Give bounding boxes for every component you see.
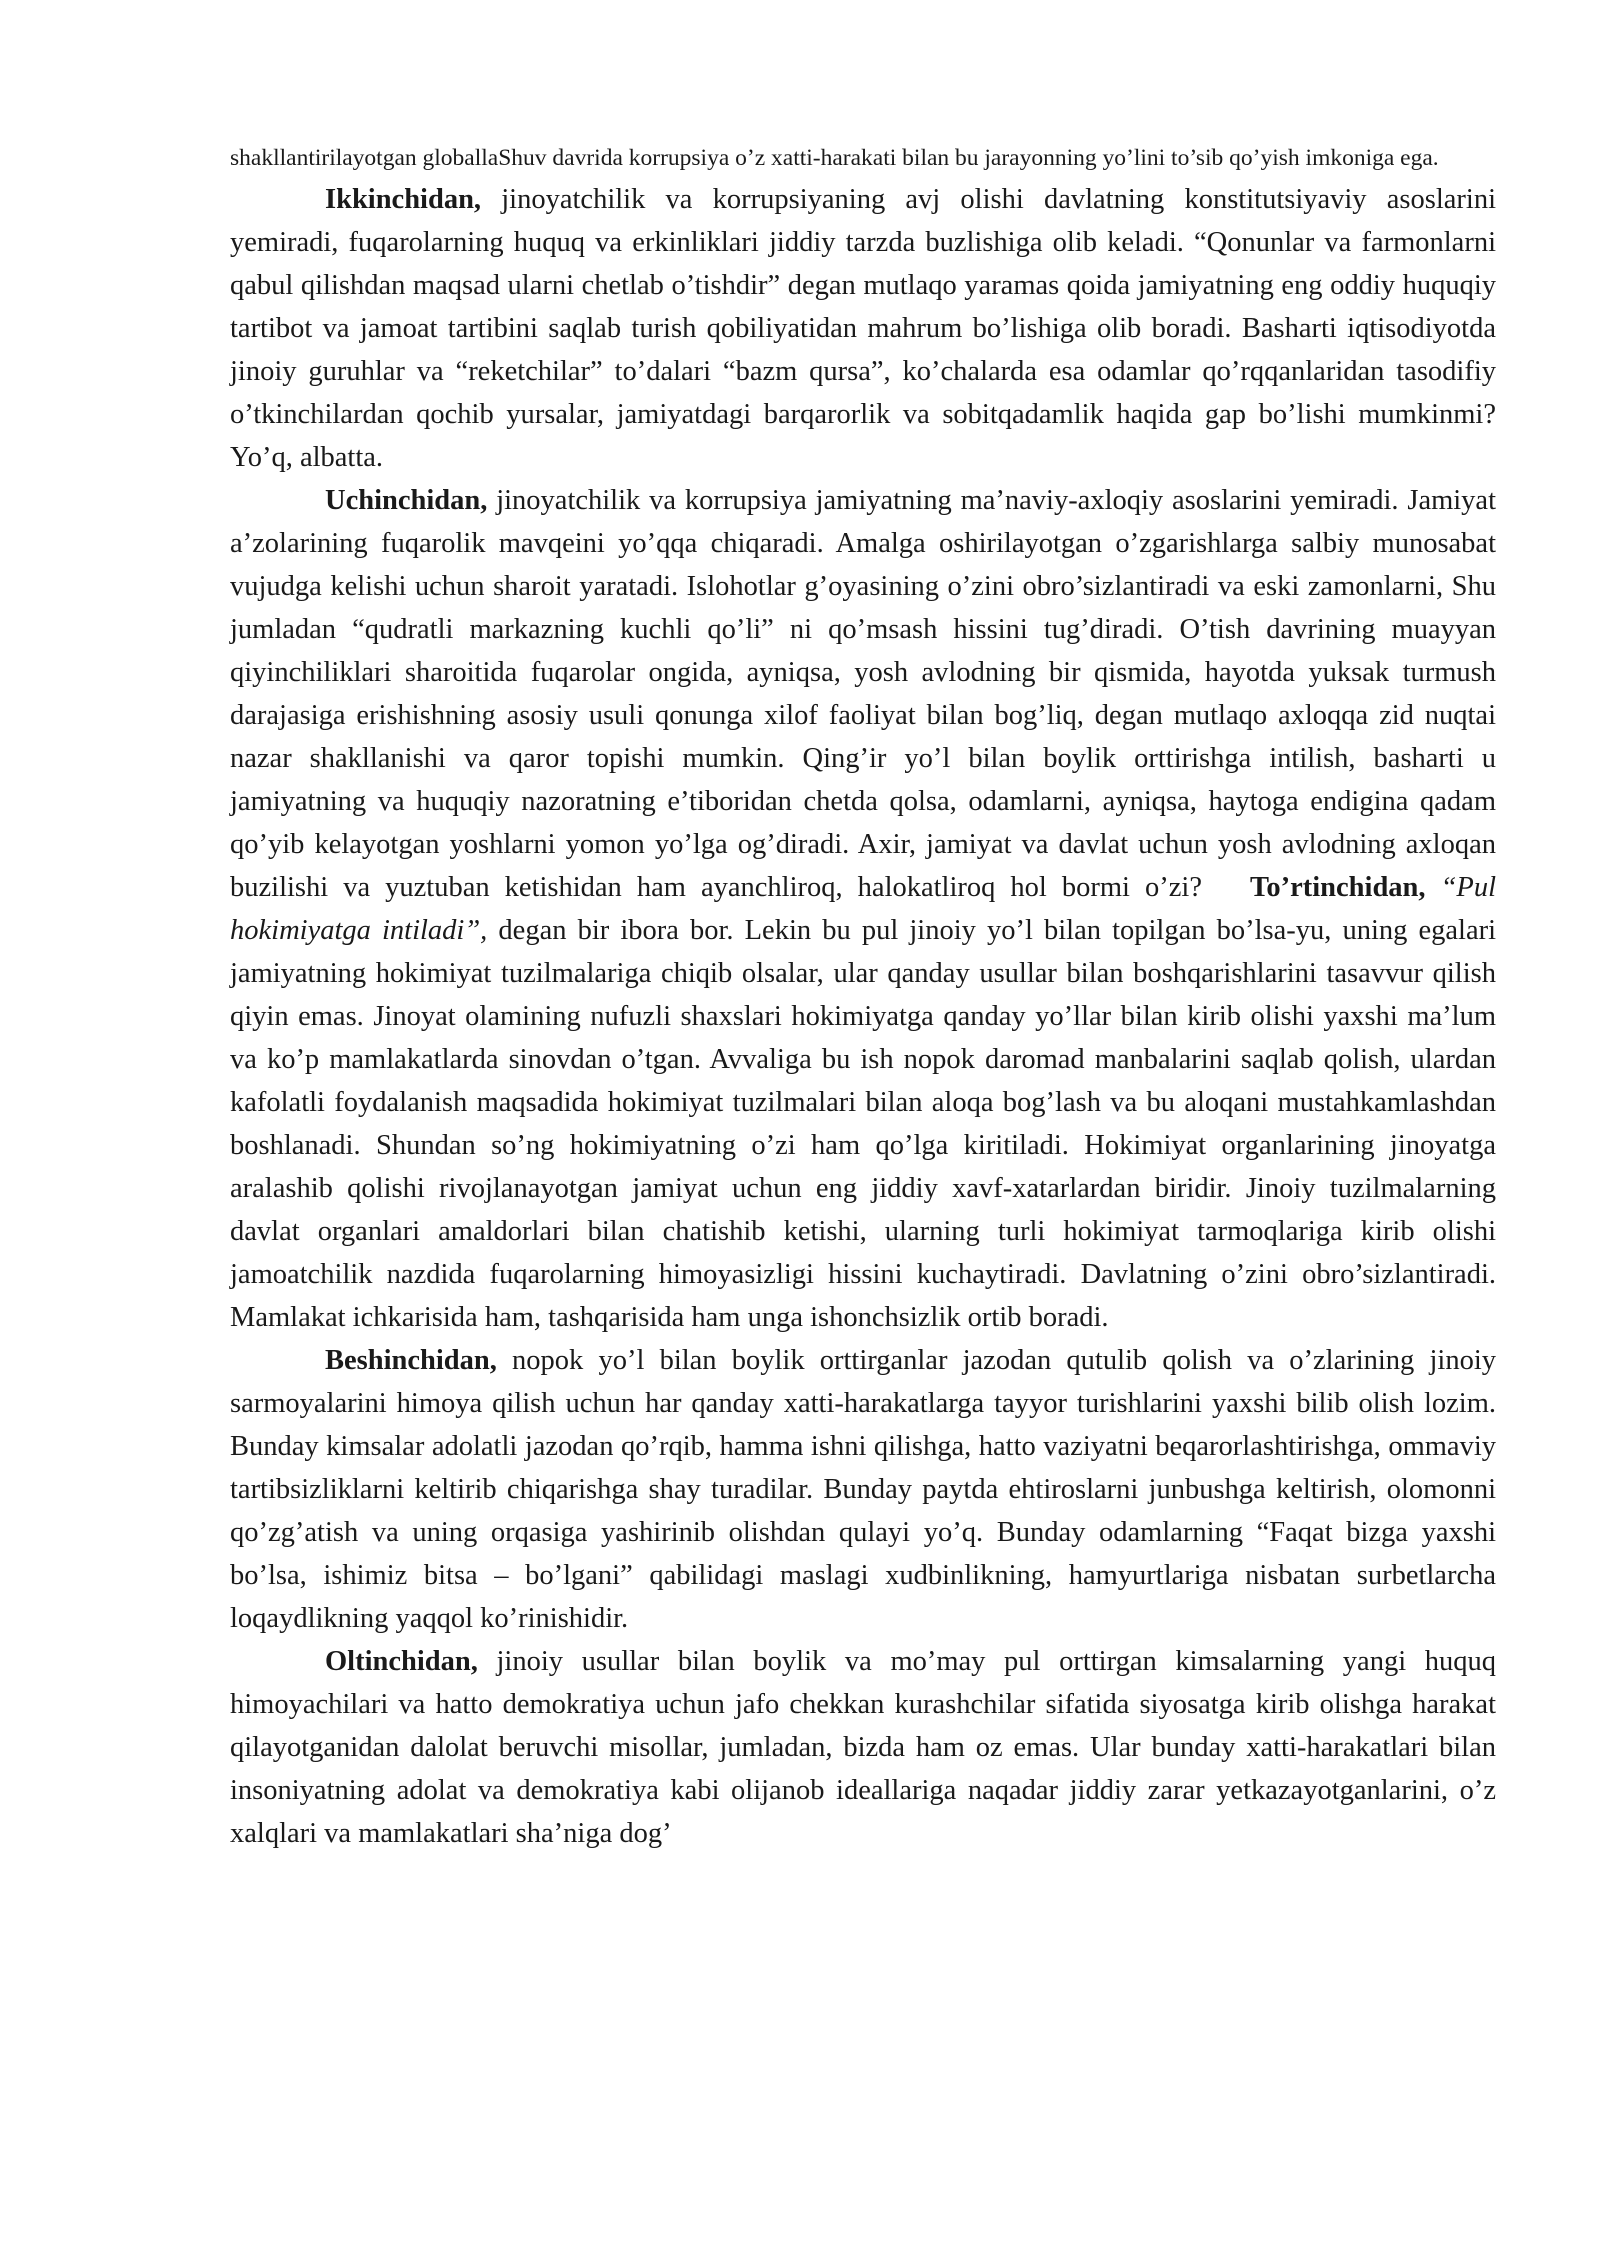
paragraph-text: jinoyatchilik va korrupsiya jamiyatning ma’naviy-axloqiy asoslarini yemiradi. Jamiyat a’zolarining fuqarolik mavqeini yo’qqa chiqaradi. Amalga oshirilayotgan o’zgarishlarga salbiy munosabat vujudga kelishi uchun sharoit yaratadi. Islohotlar g’oyasining o’zini obro’sizlantiradi va eski zamonlarni, Shu jumladan “qudratli markazning kuchli qo’li” ni qo’msash hissini tug’diradi. O’tish davrining muayyan qiyinchiliklari sharoitida fuqarolar ongida, ayniqsa, yosh avlodning bir qismida, hayotda yuksak turmush darajasiga erishishning asosiy usuli qonunga xilof faoliyat bilan bog’liq, degan mutlaqo axloqqa zid nuqtai nazar shakllanishi va qaror topishi mumkin. Qing’ir yo’l bilan boylik orttirishga intilish, basharti u jamiyatning va huquqiy nazoratning e’tiboridan chetda qolsa, odamlarni, ayniqsa, haytoga endigina qadam qo’yib kelayotgan yoshlarni yomon yo’lga og’diradi. Axir, jamiyat va davlat uchun yosh avlodning axloqan buzilishi va yuztuban ketishidan ham ayanchliroq, halokatliroq hol bormi o’zi?	[230, 485, 1496, 903]
paragraph-lead: Oltinchidan,	[325, 1646, 478, 1677]
paragraph-lead-tortinchidan: To’rtinchidan,	[1249, 872, 1426, 903]
paragraph-ikkinchidan	[230, 178, 1496, 479]
paragraph-lead: Ikkinchidan,	[325, 184, 482, 215]
italic-quote: “Pul hokimiyatga intiladi”,	[230, 872, 1497, 946]
paragraph-text: nopok yo’l bilan boylik orttirganlar jazodan qutulib qolish va o’zlarining jinoiy sarmoyalarini himoya qilish uchun har qanday xatti-harakatlarga tayyor turishlarini yaxshi bilib olish lozim. Bunday kimsalar adolatli jazodan qo’rqib, hamma ishni qilishga, hatto vaziyatni beqarorlashtirishga, ommaviy tartibsizliklarni keltirib chiqarishga shay turadilar. Bunday paytda ehtiroslarni junbushga keltirish, olomonni qo’zg’atish va uning orqasiga yashirinib olishdan qulayi yo’q. Bunday odamlarning “Faqat bizga yaxshi bo’lsa, ishimiz bitsa – bo’lgani” qabilidagi maslagi xudbinlikning, hamyurtlariga nisbatan surbetlarcha loqaydlikning yaqqol ko’rinishidir.	[230, 1345, 1496, 1634]
paragraph-lead: Uchinchidan,	[325, 485, 488, 516]
paragraph-uchinchidan	[230, 479, 1496, 1339]
document-page	[230, 140, 1496, 1855]
paragraph-oltinchidan	[230, 1640, 1496, 1855]
paragraph-intro	[230, 140, 1496, 176]
paragraph-text-continued: degan bir ibora bor. Lekin bu pul jinoiy yo’l bilan topilgan bo’lsa-yu, uning egalari jamiyatning hokimiyat tuzilmalariga chiqib olsalar, ular qanday usullar bilan boshqarishlarini tasavvur qilish qiyin emas. Jinoyat olamining nufuzli shaxslari hokimiyatga qanday yo’llar bilan kirib olishi yaxshi ma’lum va ko’p mamlakatlarda sinovdan o’tgan. Avvaliga bu ish nopok daromad manbalarini saqlab qolish, ulardan kafolatli foydalanish maqsadida hokimiyat tuzilmalari bilan aloqa bog’lash va bu aloqani mustahkamlashdan boshlanadi. Shundan so’ng hokimiyatning o’zi ham qo’lga kiritiladi. Hokimiyat organlarining jinoyatga aralashib qolishi rivojlanayotgan jamiyat uchun eng jiddiy xavf-xatarlardan biridir. Jinoiy tuzilmalarning davlat organlari amaldorlari bilan chatishib ketishi, ularning turli hokimiyat tarmoqlariga kirib olishi jamoatchilik nazdida fuqarolarning himoyasizligi hissini kuchaytiradi. Davlatning o’zini obro’sizlantiradi. Mamlakat ichkarisida ham, tashqarisida ham unga ishonchsizlik ortib boradi.	[230, 915, 1497, 1333]
paragraph-text: jinoiy usullar bilan boylik va mo’may pul orttirgan kimsalarning yangi huquq himoyachilari va hatto demokratiya uchun jafo chekkan kurashchilar sifatida siyosatga kirib olishga harakat qilayotganidan dalolat beruvchi misollar, jumladan, bizda ham oz emas. Ular bunday xatti-harakatlari bilan insoniyatning adolat va demokratiya kabi olijanob ideallariga naqadar jiddiy zarar yetkazayotganlarini, o’z xalqlari va mamlakatlari sha’niga dog’	[230, 1646, 1496, 1849]
paragraph-beshinchidan	[230, 1339, 1496, 1640]
paragraph-lead: Beshinchidan,	[325, 1345, 497, 1376]
paragraph-text: shakllantirilayotgan globallaShuv davrida korrupsiya o’z xatti-harakati bilan bu jarayonning yo’lini to’sib qo’yish imkoniga ega.	[230, 145, 1439, 171]
paragraph-text: jinoyatchilik va korrupsiyaning avj olishi davlatning konstitutsiyaviy asoslarini yemiradi, fuqarolarning huquq va erkinliklari jiddiy tarzda buzlishiga olib keladi. “Qonunlar va farmonlarni qabul qilishdan maqsad ularni chetlab o’tishdir” degan mutlaqo yaramas qoida jamiyatning eng oddiy huquqiy tartibot va jamoat tartibini saqlab turish qobiliyatidan mahrum bo’lishiga olib boradi. Basharti iqtisodiyotda jinoiy guruhlar va “reketchilar” to’dalari “bazm qursa”, ko’chalarda esa odamlar qo’rqqanlaridan tasodifiy o’tkinchilardan qochib yursalar, jamiyatdagi barqarorlik va sobitqadamlik haqida gap bo’lishi mumkinmi? Yo’q, albatta.	[230, 184, 1496, 473]
